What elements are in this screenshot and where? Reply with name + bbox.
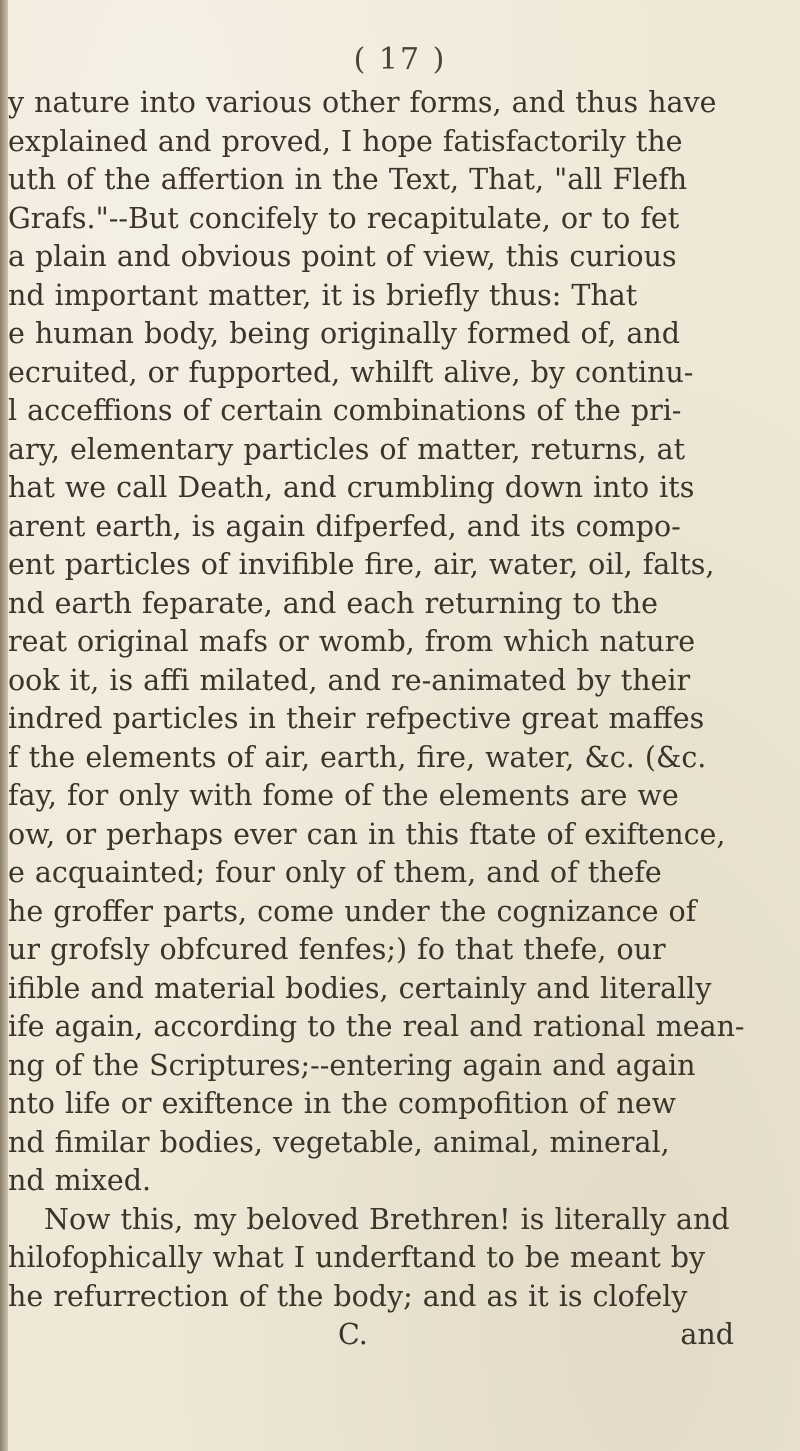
text-line: arent earth, is again difperfed, and its compo-: [8, 509, 681, 543]
text-line: f the elements of air, earth, fire, water, &c. (&c.: [8, 740, 707, 774]
page-gutter-edge: [0, 0, 8, 1451]
text-line: indred particles in their refpective great maffes: [8, 702, 705, 735]
signature-mark: C.: [338, 1318, 368, 1351]
text-line: nto life or exiftence in the compofition of new: [8, 1087, 677, 1120]
signature-line: [8, 1316, 798, 1355]
text-line: ifible and material bodies, certainly and literally: [8, 971, 712, 1005]
text-line: e human body, being originally formed of, and: [8, 317, 680, 350]
text-line: reat original mafs or womb, from which nature: [8, 625, 696, 658]
text-line: explained and proved, I hope fatisfactorily the: [8, 124, 683, 158]
text-line: hilofophically what I underftand to be meant by: [8, 1241, 706, 1274]
text-line: ent particles of invifible fire, air, water, oil, falts,: [8, 548, 715, 581]
text-line: nd mixed.: [8, 1164, 152, 1197]
text-line: fay, for only with fome of the elements are we: [8, 779, 679, 812]
text-line: l acceffions of certain combinations of the pri-: [8, 394, 682, 427]
text-line: nd earth feparate, and each returning to the: [8, 586, 658, 620]
text-line: nd important matter, it is briefly thus: That: [8, 278, 638, 312]
text-line: ary, elementary particles of matter, returns, at: [8, 432, 686, 466]
paragraph-start-line: Now this, my beloved Brethren! is literally and: [44, 1202, 730, 1236]
text-line: uth of the affertion in the Text, That, "all Flefh: [8, 163, 688, 196]
text-line: hat we call Death, and crumbling down into its: [8, 471, 695, 504]
text-line: ife again, according to the real and rational mean-: [8, 1010, 745, 1043]
page-number: ( 17 ): [353, 42, 447, 77]
text-line: ng of the Scriptures;--entering again and again: [8, 1048, 696, 1082]
text-line: he refurrection of the body; and as it is clofely: [8, 1279, 688, 1313]
text-line: ook it, is affi milated, and re-animated by their: [8, 663, 691, 697]
catchword: and: [680, 1318, 734, 1351]
text-line: a plain and obvious point of view, this curious: [8, 240, 677, 273]
body-text: [8, 84, 798, 1355]
text-line: e acquainted; four only of them, and of thefe: [8, 856, 662, 889]
text-line: Grafs."--But concifely to recapitulate, or to fet: [8, 201, 680, 235]
text-line: y nature into various other forms, and thus have: [8, 86, 717, 119]
text-line: nd fimilar bodies, vegetable, animal, mineral,: [8, 1125, 670, 1159]
text-line: ow, or perhaps ever can in this ftate of exiftence,: [8, 817, 726, 851]
text-line: ecruited, or fupported, whilft alive, by continu-: [8, 355, 694, 389]
text-line: he groffer parts, come under the cognizance of: [8, 894, 697, 928]
text-line: ur grofsly obfcured fenfes;) fo that thefe, our: [8, 933, 666, 966]
